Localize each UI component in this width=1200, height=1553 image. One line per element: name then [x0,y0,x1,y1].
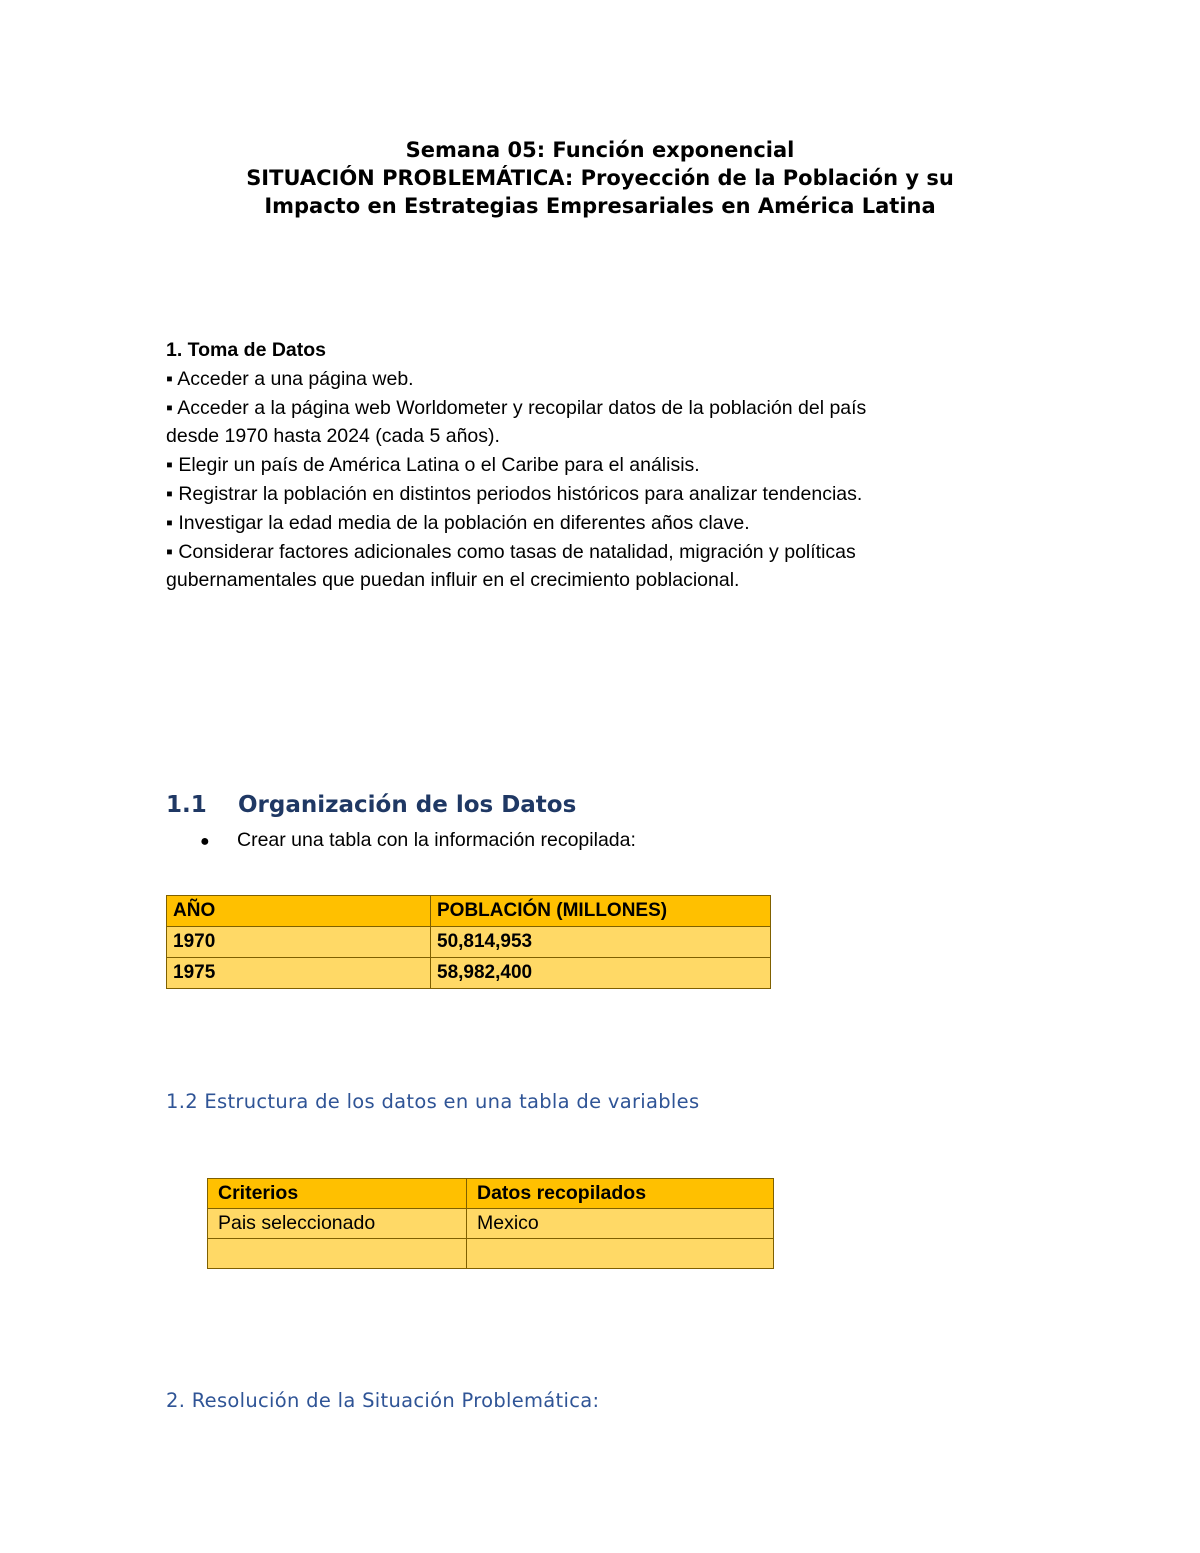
section-title: Organización de los Datos [238,792,577,818]
table-header-row [167,896,771,927]
list-item-text: Crear una tabla con la información recopilada: [237,829,636,851]
bullet-item: ▪ Acceder a la página web Worldometer y recopilar datos de la población del país desde 1970 hasta 2024 (cada 5 años). [166,396,867,448]
section-heading-estructura: 1.2 Estructura de los datos en una tabla de variables [166,1090,700,1113]
title-line-1: Semana 05: Función exponencial [405,138,795,162]
table-header-cell: AÑO [167,896,431,927]
table-row [167,958,771,989]
table-cell: Mexico [467,1209,774,1239]
bullet-item: ▪ Considerar factores adicionales como tasas de natalidad, migración y políticas gubernamentales que puedan influir en el crecimiento poblacional. [166,540,856,592]
section-heading: 1. Toma de Datos [166,339,327,361]
table-row [208,1239,774,1269]
bullet-item: ▪ Elegir un país de América Latina o el Caribe para el análisis. [166,454,700,477]
bullet-item: ▪ Registrar la población en distintos periodos históricos para analizar tendencias. [166,482,863,505]
table-row [208,1209,774,1239]
table-header-cell: Datos recopilados [467,1179,774,1209]
title-line-2: SITUACIÓN PROBLEMÁTICA: Proyección de la Población y su [246,166,954,190]
table-cell [467,1239,774,1269]
table-header-row [208,1179,774,1209]
bullet-item: ▪ Acceder a una página web. [166,367,414,390]
section-heading-organizacion [166,792,576,818]
table-cell: 1970 [167,927,431,958]
table-cell [208,1239,467,1269]
table-cell: 50,814,953 [431,927,771,958]
table-row [167,927,771,958]
bullet-icon: ● [200,833,210,850]
section-toma-de-datos [166,336,886,595]
table-cell: Pais seleccionado [208,1209,467,1239]
population-table [166,895,771,989]
table-header-cell: POBLACIÓN (MILLONES) [431,896,771,927]
section-number: 1.1 [166,792,207,818]
bullet-item: ▪ Investigar la edad media de la población en diferentes años clave. [166,511,750,534]
table-cell: 58,982,400 [431,958,771,989]
section-heading-resolucion: 2. Resolución de la Situación Problemática: [166,1389,600,1412]
title-line-3: Impacto en Estrategias Empresariales en América Latina [264,194,936,218]
document-title [0,136,1200,220]
table-cell: 1975 [167,958,431,989]
table-header-cell: Criterios [208,1179,467,1209]
variables-table [207,1178,774,1269]
list-item [200,826,636,856]
